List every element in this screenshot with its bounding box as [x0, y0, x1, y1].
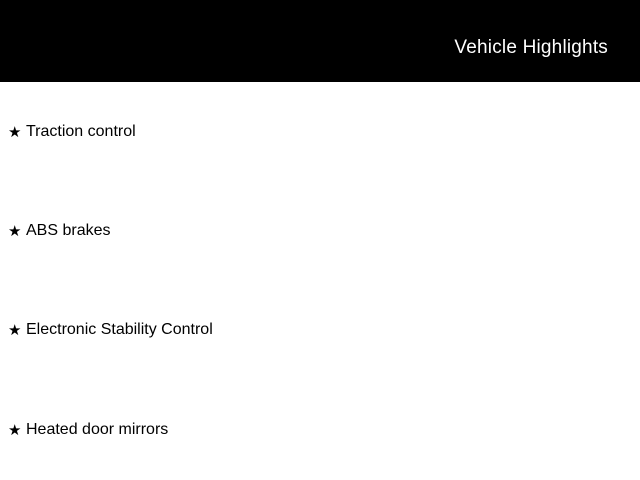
- list-item: [8, 219, 110, 243]
- list-item: [8, 318, 213, 342]
- header-bar: [0, 0, 640, 82]
- list-item-label: ABS brakes: [26, 222, 111, 239]
- list-item: [8, 418, 168, 442]
- vehicle-highlights-list: [0, 82, 640, 480]
- list-item-label: Electronic Stability Control: [26, 321, 213, 338]
- star-bullet-icon: ★: [8, 421, 22, 439]
- star-bullet-icon: ★: [8, 123, 22, 141]
- list-item-label: Heated door mirrors: [26, 421, 169, 438]
- list-item: [8, 120, 136, 144]
- page-title: Vehicle Highlights: [454, 36, 608, 58]
- star-bullet-icon: ★: [8, 222, 22, 240]
- star-bullet-icon: ★: [8, 321, 22, 339]
- list-item-label: Traction control: [26, 123, 136, 140]
